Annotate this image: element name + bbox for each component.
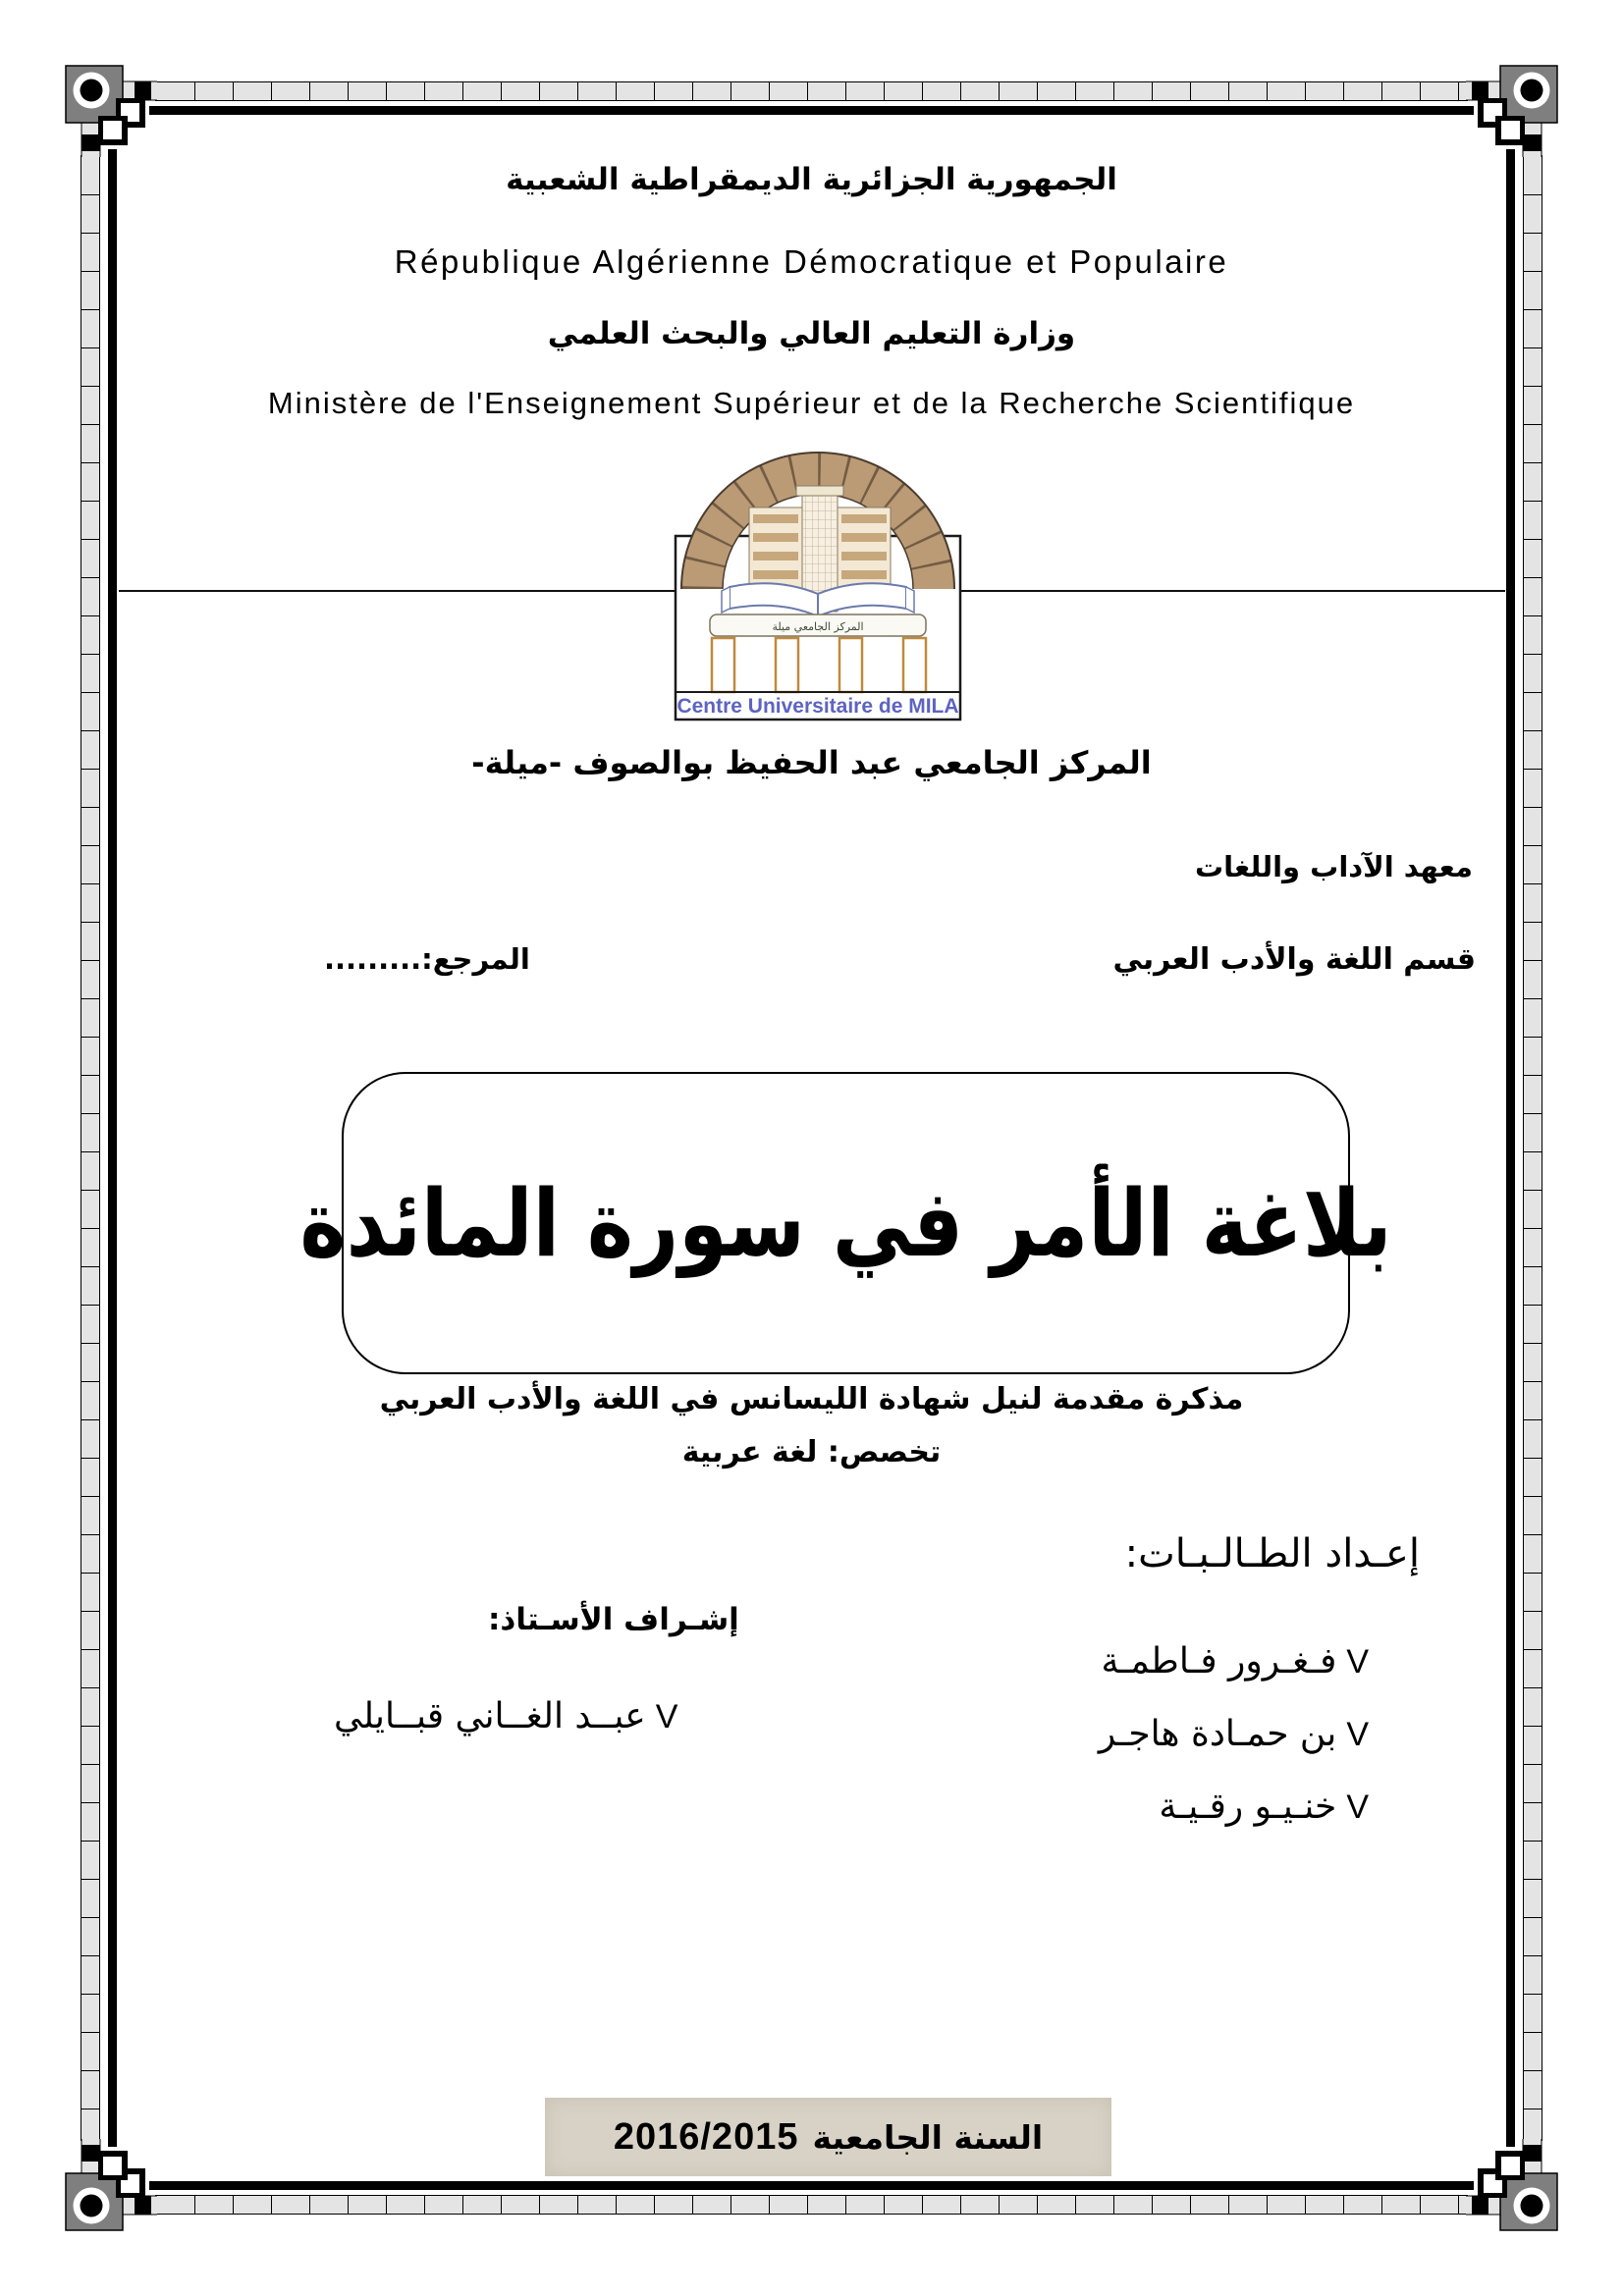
checkmark-bullet-icon: V xyxy=(655,1698,678,1735)
academic-year-value: 2016/2015 xyxy=(613,2115,799,2158)
border-band-right xyxy=(1523,155,1542,2141)
ministry-name-arabic: وزارة التعليم العالي والبحث العلمي xyxy=(547,316,1076,351)
specialty-line: تخصص: لغة عربية xyxy=(681,1435,942,1469)
student-name-row xyxy=(1159,1787,1369,1827)
supervisor-name: عبــد الغــاني قبــايلي xyxy=(334,1696,646,1736)
republic-name-french: République Algérienne Démocratique et Populaire xyxy=(394,243,1229,280)
reference-field: المرجع:......... xyxy=(324,942,530,976)
university-logo xyxy=(659,440,977,724)
logo-banner-text: المركز الجامعي ميلة xyxy=(772,620,864,633)
republic-name-arabic: الجمهورية الجزائرية الديمقراطية الشعبية xyxy=(506,162,1117,197)
border-rule-top xyxy=(149,106,1474,115)
checkmark-bullet-icon: V xyxy=(1346,1789,1369,1826)
corner-ornament-icon xyxy=(59,2139,157,2237)
institute-name: معهد الآداب واللغات xyxy=(1194,850,1473,883)
border-rule-bottom xyxy=(149,2181,1474,2190)
student-name: خنـيـو رقـيـة xyxy=(1159,1787,1337,1827)
academic-year-label: السنة الجامعية xyxy=(812,2117,1044,2157)
thesis-title: بلاغة الأمر في سورة المائدة xyxy=(299,1169,1392,1277)
checkmark-bullet-icon: V xyxy=(1346,1643,1369,1681)
logo-banner xyxy=(710,614,926,636)
border-band-left xyxy=(81,155,100,2141)
corner-ornament-icon xyxy=(59,59,157,157)
border-rule-left xyxy=(108,149,117,2147)
student-name-row xyxy=(1099,1714,1369,1754)
ministry-name-french: Ministère de l'Enseignement Supérieur et de la Recherche Scientifique xyxy=(267,386,1356,420)
university-center-name: المركز الجامعي عبد الحفيظ بوالصوف -ميلة- xyxy=(471,744,1152,781)
corner-ornament-icon xyxy=(1466,2139,1564,2237)
academic-year-box xyxy=(545,2098,1111,2176)
supervisor-name-row xyxy=(334,1696,677,1736)
border-rule-right xyxy=(1506,149,1515,2147)
corner-ornament-icon xyxy=(1466,59,1564,157)
student-name-row xyxy=(1102,1641,1369,1682)
border-band-top xyxy=(155,81,1468,101)
supervisor-heading: إشـراف الأسـتاذ: xyxy=(488,1602,739,1637)
border-band-bottom xyxy=(155,2195,1468,2215)
student-name: بن حمـادة هاجـر xyxy=(1098,1714,1337,1754)
thesis-title-box xyxy=(299,1072,1392,1374)
checkmark-bullet-icon: V xyxy=(1346,1716,1369,1753)
logo-caption: Centre Universitaire de MILA xyxy=(676,695,959,718)
memoir-description: مذكرة مقدمة لنيل شهادة الليسانس في اللغة والأدب العربي xyxy=(379,1382,1244,1416)
student-name: فـغـرور فـاطمـة xyxy=(1101,1641,1337,1682)
department-name: قسم اللغة والأدب العربي xyxy=(1112,942,1476,977)
students-heading: إعـداد الطـالـبـات: xyxy=(1124,1531,1420,1576)
